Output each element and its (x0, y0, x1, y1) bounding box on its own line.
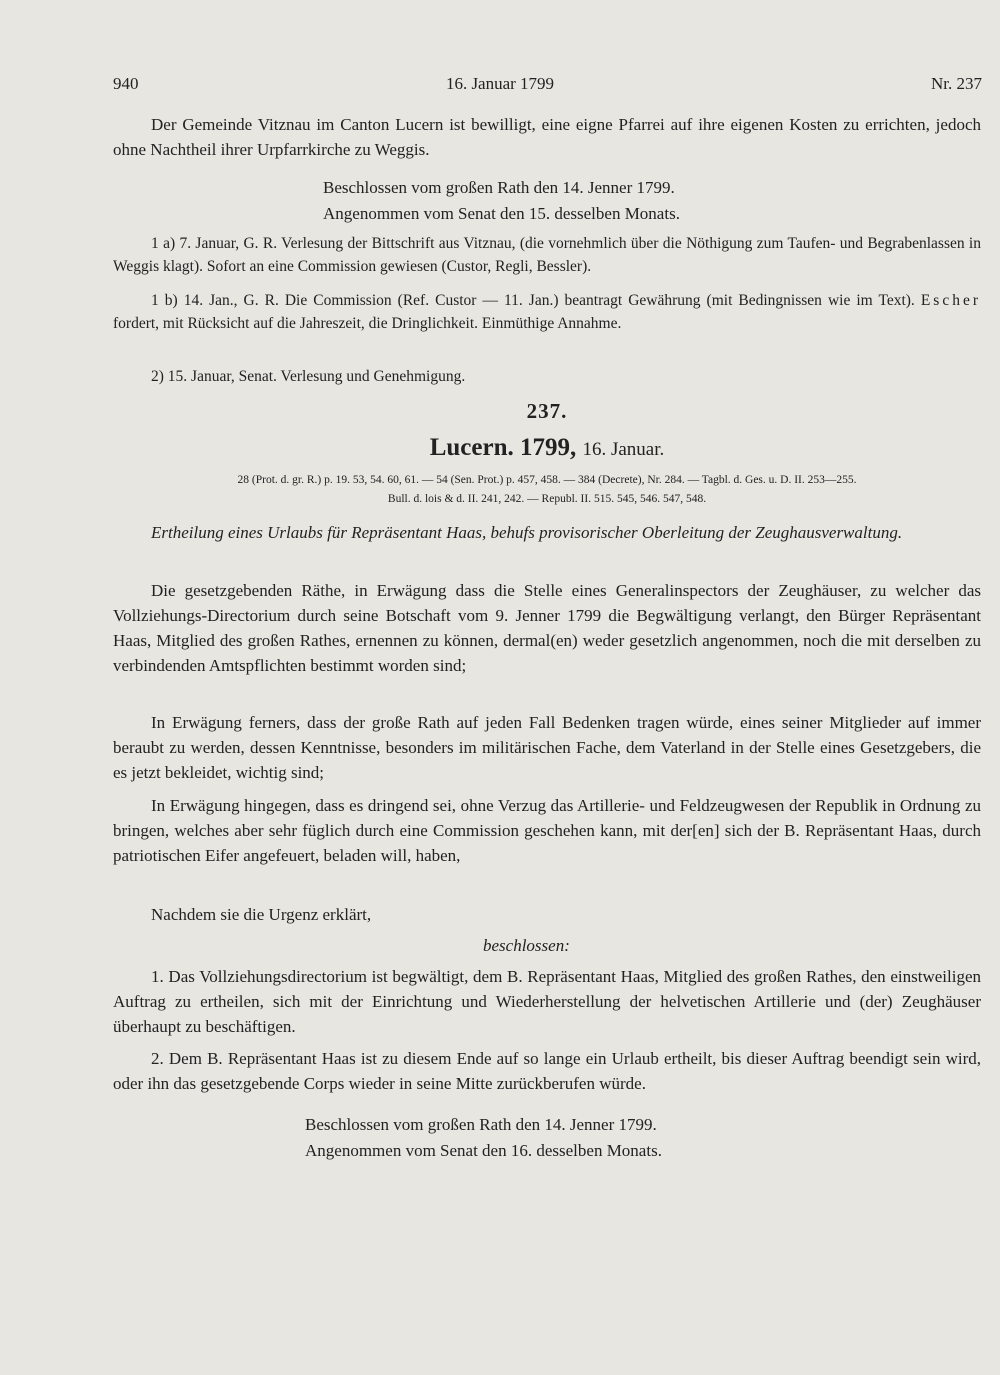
entry-urgenz: Nachdem sie die Urgenz erklärt, (151, 905, 372, 924)
entry-para-1: Die gesetzgebenden Räthe, in Erwägung dass die Stelle eines Generalinspectors der Zeughäuser, zu welcher das Vollziehungs-Directorium durch seine Botschaft vom 9. Jenner 1799 die Begwältigung verlangt, den Bürger Repräsentant Haas, Mitglied des großen Rathes, ernennen zu können, dermal(en) weder gesetzlich angenommen, noch die mit derselben zu verbindenden Amtspflichten bestimmt worden sind; (113, 581, 981, 675)
entry-place-date (113, 432, 981, 466)
decision-point-1: 1. Das Vollziehungsdirectorium ist begwältigt, dem B. Repräsentant Haas, Mitglied des großen Rathes, den einstweiligen Auftrag zu ertheilen, sich mit der Einrichtung und Wiederherstellung der helvetischen Artillerie und (der) Zeughäuser überhaupt zu beschäftigen. (113, 967, 981, 1036)
entry-refs-line2: Bull. d. lois & d. II. 241, 242. — Republ. II. 515. 545, 546. 547, 548. (387, 493, 707, 505)
entry-place: Lucern. (429, 434, 514, 461)
beschlossen-heading: beschlossen: (483, 936, 570, 955)
entry-number: 237. (526, 399, 568, 423)
header-entry-number: Nr. 237 (931, 74, 982, 93)
header-date: 16. Januar 1799 (445, 74, 555, 93)
prev-angenommen: Angenommen vom Senat den 15. desselben Monats. (323, 204, 680, 223)
entry-refs-line1: 28 (Prot. d. gr. R.) p. 19. 53, 54. 60, 61. — 54 (Sen. Prot.) p. 457, 458. — 384 (Decrete), Nr. 284. — Tagbl. d. Ges. u. D. II. 253—255. (237, 474, 857, 486)
prev-beschlossen: Beschlossen vom großen Rath den 14. Jenner 1799. (323, 178, 675, 197)
decision-point-2: 2. Dem B. Repräsentant Haas ist zu diesem Ende auf so lange ein Urlaub ertheilt, bis dieser Auftrag beendigt sein wird, oder ihn das gesetzgebende Corps wieder in seine Mitte zurückberufen würde. (113, 1049, 981, 1093)
entry-para-2: In Erwägung ferners, dass der große Rath auf jeden Fall Bedenken tragen würde, eines seiner Mitglieder auf immer beraubt zu werden, dessen Kenntnisse, besonders im militärischen Fache, dem Vaterland in der Stelle eines Gesetzgebers, die es jetzt bekleidet, wichtig sind; (113, 713, 981, 782)
prev-note-2: 2) 15. Januar, Senat. Verlesung und Genehmigung. (151, 368, 466, 385)
note-1b-part2: fordert, mit Rücksicht auf die Jahreszeit, die Dringlichkeit. Einmüthige Annahme. (113, 314, 622, 332)
running-header (0, 74, 1000, 104)
prev-note-1a: 1 a) 7. Januar, G. R. Verlesung der Bittschrift aus Vitznau, (die vornehmlich über die Nöthigung zum Taufen- und Begrabenlassen in Weggis klagt). Sofort an eine Commission gewiesen (Custor, Regli, Bessler). (113, 235, 981, 275)
entry-angenommen: Angenommen vom Senat den 16. desselben Monats. (305, 1141, 662, 1160)
note-1b-part1: 1 b) 14. Jan., G. R. Die Commission (Ref. Custor — 11. Jan.) beantragt Gewährung (mit Bedingnissen wie im Text). (151, 292, 915, 309)
entry-title: Ertheilung eines Urlaubs für Repräsentant Haas, behufs provisorischer Oberleitung der Zeughausverwaltung. (151, 523, 903, 542)
entry-date: 16. Januar. (582, 439, 665, 460)
entry-beschlossen: Beschlossen vom großen Rath den 14. Jenner 1799. (305, 1115, 657, 1134)
prev-decree-text: Der Gemeinde Vitznau im Canton Lucern ist bewilligt, eine eigne Pfarrei auf ihre eigenen Kosten zu errichten, jedoch ohne Nachtheil ihrer Urpfarrkirche zu Weggis. (113, 115, 981, 159)
note-1b-person: Escher (920, 292, 982, 309)
entry-para-3: In Erwägung hingegen, dass es dringend sei, ohne Verzug das Artillerie- und Feldzeugwesen der Republik in Ordnung zu bringen, welches aber sehr füglich durch eine Commission geschehen kann, mit der[en] sich der B. Repräsentant Haas, durch patriotischen Eifer angefeuert, beladen will, haben, (113, 796, 981, 865)
prev-note-1b (113, 290, 981, 335)
entry-year: 1799, (519, 434, 577, 461)
page-number: 940 (113, 74, 139, 93)
